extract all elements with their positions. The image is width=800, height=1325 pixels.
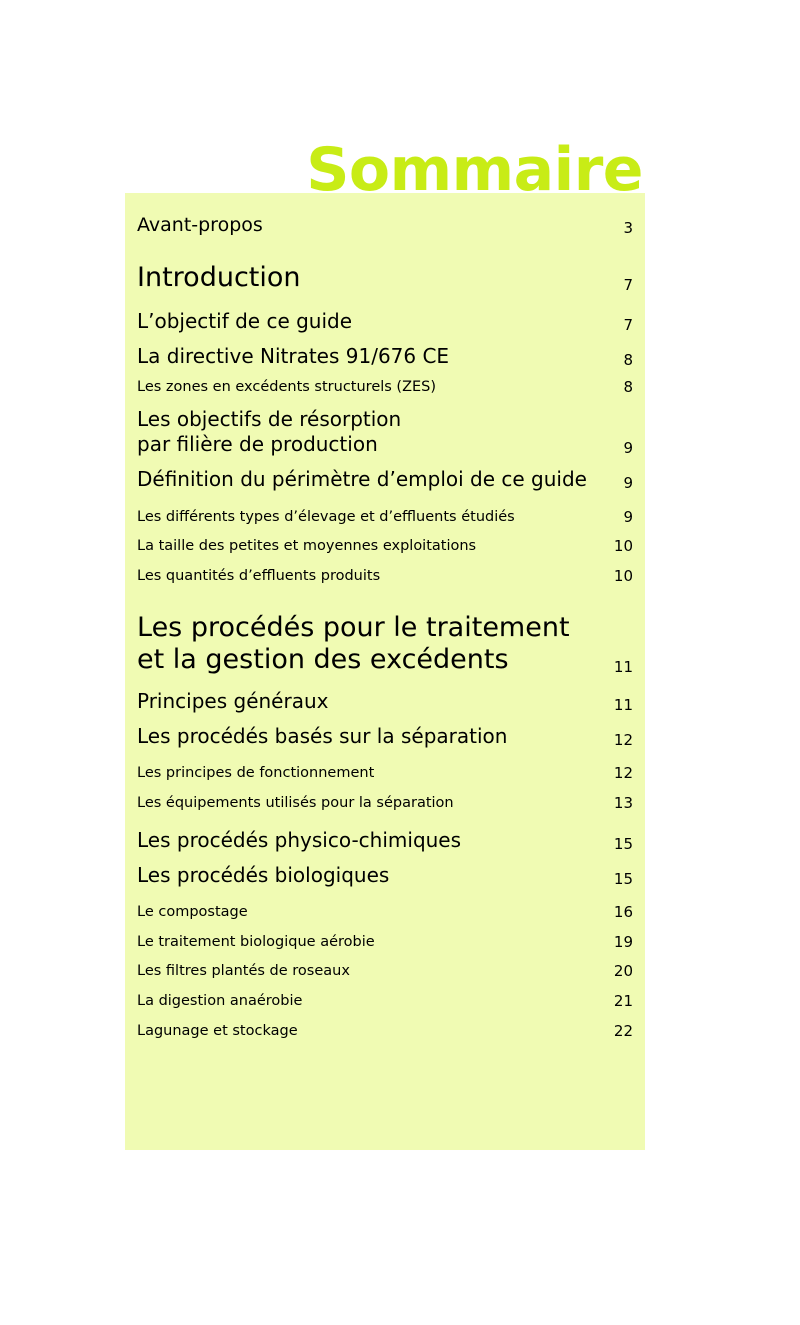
toc-entry-page: 8 [623, 351, 633, 369]
toc-entry-objectifs-resorption[interactable] [137, 407, 633, 457]
toc-entry-objectif[interactable] [137, 309, 633, 334]
toc-entry-label [137, 407, 401, 457]
toc-entry-quantites-effluents[interactable] [137, 567, 633, 585]
toc-entry-avant-propos[interactable] [137, 213, 633, 237]
toc-entry-label: Le compostage [137, 904, 248, 920]
toc-entry-directive-nitrates[interactable] [137, 344, 633, 369]
toc-entry-page: 22 [613, 1022, 633, 1040]
toc-entry-page: 11 [613, 658, 633, 676]
toc-entry-page: 7 [623, 316, 633, 334]
toc-entry-page: 12 [613, 731, 633, 749]
toc-entry-page: 13 [613, 794, 633, 812]
toc-entry-biologiques[interactable] [137, 863, 633, 888]
toc-entry-digestion-anaerobie[interactable] [137, 992, 633, 1010]
toc-entry-label: La digestion anaérobie [137, 993, 303, 1009]
toc-entry-page: 9 [623, 508, 633, 526]
toc-entry-label: Les principes de fonctionnement [137, 765, 375, 781]
toc-entry-label: Les zones en excédents structurels (ZES) [137, 379, 437, 395]
toc-entry-label: La directive Nitrates 91/676 CE [137, 344, 450, 368]
toc-entry-label: Les quantités d’effluents produits [137, 568, 381, 584]
toc-entry-page: 7 [623, 276, 633, 294]
toc-entry-label: Introduction [137, 262, 301, 293]
toc-entry-page: 8 [623, 378, 633, 396]
toc-entry-principes-generaux[interactable] [137, 689, 633, 714]
toc-entry-label: Les procédés basés sur la séparation [137, 724, 508, 748]
toc-entry-label-line: Les procédés pour le traitement [137, 612, 570, 643]
toc-entry-page: 3 [623, 219, 633, 237]
toc-entry-label-line: et la gestion des excédents [137, 644, 509, 675]
toc-entry-label: Les procédés biologiques [137, 863, 390, 887]
toc-entry-procedes-traitement[interactable] [137, 612, 633, 676]
toc-entry-filtres-roseaux[interactable] [137, 962, 633, 980]
toc-entry-page: 21 [613, 992, 633, 1010]
toc-entry-page: 12 [613, 764, 633, 782]
toc-entry-types-elevage[interactable] [137, 508, 633, 526]
toc-entry-label: Le traitement biologique aérobie [137, 934, 375, 950]
toc-entry-introduction[interactable] [137, 262, 633, 294]
toc-entry-label: L’objectif de ce guide [137, 309, 353, 333]
toc-entry-label: Les filtres plantés de roseaux [137, 963, 350, 979]
toc-entry-page: 11 [613, 696, 633, 714]
toc-entry-lagunage[interactable] [137, 1022, 633, 1040]
toc-entry-page: 16 [613, 903, 633, 921]
toc-entry-label-line: par filière de production [137, 432, 378, 456]
toc-entry-page: 10 [613, 567, 633, 585]
toc-entry-separation[interactable] [137, 724, 633, 749]
toc-entry-page: 15 [613, 835, 633, 853]
toc-entry-page: 9 [623, 474, 633, 492]
toc-entry-page: 20 [613, 962, 633, 980]
toc-entry-label: Les équipements utilisés pour la séparation [137, 795, 454, 811]
toc-entry-label: Définition du périmètre d’emploi de ce guide [137, 467, 587, 491]
toc-entry-principes-fonctionnement[interactable] [137, 764, 633, 782]
toc-entry-label-line: Les objectifs de résorption [137, 407, 402, 431]
toc-entry-compostage[interactable] [137, 903, 633, 921]
toc-entry-page: 9 [623, 439, 633, 457]
toc-entry-label: La taille des petites et moyennes exploitations [137, 538, 477, 554]
toc-entry-label: Lagunage et stockage [137, 1023, 298, 1039]
toc-entry-label: Les procédés physico-chimiques [137, 828, 462, 852]
toc-entry-label [137, 612, 570, 676]
toc-entry-label: Principes généraux [137, 689, 329, 713]
toc-entry-equipements-separation[interactable] [137, 794, 633, 812]
toc-entry-taille-exploitations[interactable] [137, 537, 633, 555]
toc-entry-aerobie[interactable] [137, 933, 633, 951]
toc-entry-page: 19 [613, 933, 633, 951]
toc-entry-zes[interactable] [137, 378, 633, 396]
toc-entry-label: Les différents types d’élevage et d’effluents étudiés [137, 509, 515, 525]
toc-entry-page: 10 [613, 537, 633, 555]
toc-entry-label: Avant-propos [137, 214, 263, 236]
page-title: Sommaire [306, 135, 643, 205]
toc-entry-physico-chimiques[interactable] [137, 828, 633, 853]
toc-entry-definition-perimetre[interactable] [137, 467, 633, 492]
toc-entry-page: 15 [613, 870, 633, 888]
